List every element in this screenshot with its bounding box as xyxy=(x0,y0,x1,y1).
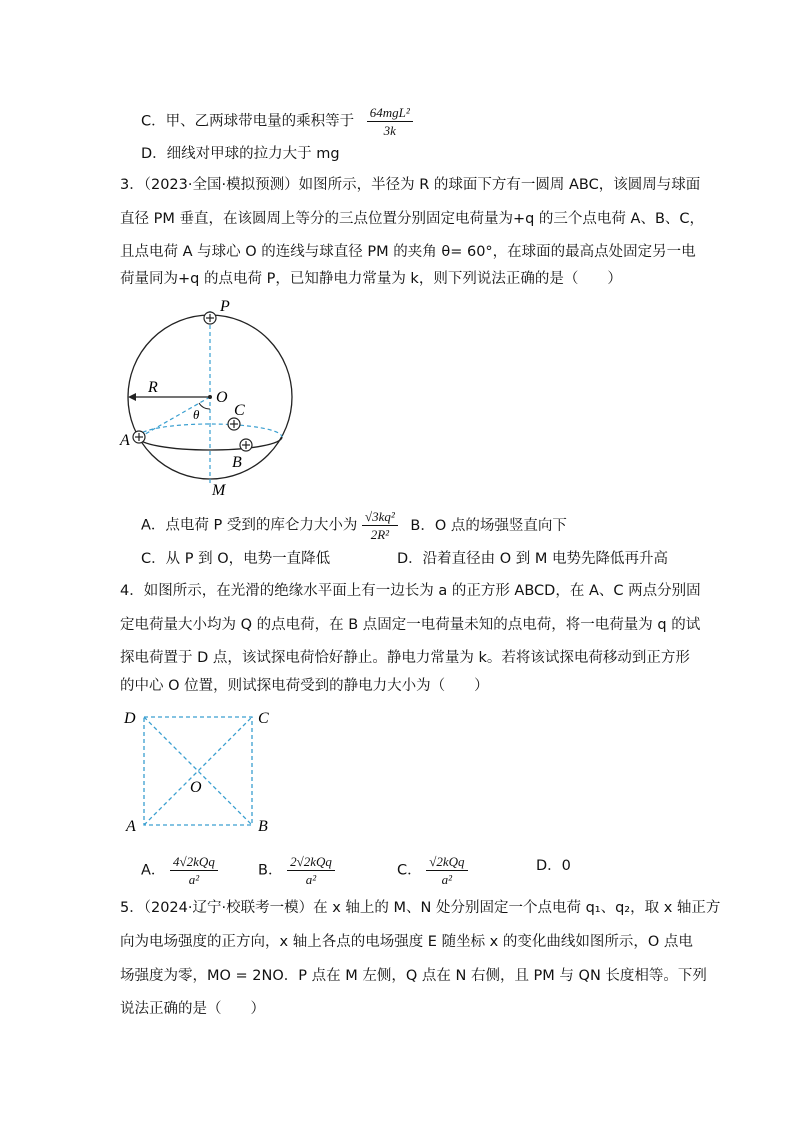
label-c: C xyxy=(258,710,269,727)
fraction-numerator: √3kq² xyxy=(362,509,398,526)
fraction-numerator: 64mgL² xyxy=(367,105,413,122)
charge-p xyxy=(204,312,216,324)
q3-option-d: D．沿着直径由 O 到 M 电势先降低再升高 xyxy=(397,551,669,567)
fraction-numerator: √2kQq xyxy=(426,854,467,871)
label-c: C xyxy=(234,402,245,419)
fraction-denominator: 2R² xyxy=(370,527,390,542)
label-a: A xyxy=(120,432,130,449)
q5-stem-line-2: 向为电场强度的正方向，x 轴上各点的电场强度 E 随坐标 x 的变化曲线如图所示，O 点电 xyxy=(120,934,693,950)
q2-option-d: D．细线对甲球的拉力大于 mg xyxy=(141,146,340,162)
charge-c xyxy=(228,418,240,430)
charge-a xyxy=(133,431,145,443)
label-b: B xyxy=(232,454,242,471)
label-a: A xyxy=(126,818,136,835)
q5-stem-line-1: 5．（2024·辽宁·校联考一模）在 x 轴上的 M、N 处分别固定一个点电荷 q₁、q₂，取 x 轴正方 xyxy=(120,900,721,916)
q4-option-a-label: A． xyxy=(141,862,166,879)
q3-option-b: B．O 点的场强竖直向下 xyxy=(410,517,567,534)
q2-option-c xyxy=(141,105,413,138)
label-m: M xyxy=(212,482,226,497)
q3-stem-line-1: 3．（2023·全国·模拟预测）如图所示，半径为 R 的球面下方有一圆周 ABC，该圆周与球面 xyxy=(120,177,701,193)
q4-option-b-label: B． xyxy=(258,862,283,879)
q4-option-b xyxy=(258,854,335,887)
q4-stem-line-2: 定电荷量大小均为 Q 的点电荷，在 B 点固定一电荷量未知的点电荷，将一电荷量为 q 的试 xyxy=(120,617,701,633)
q3-stem-line-3: 且点电荷 A 与球心 O 的连线与球直径 PM 的夹角 θ= 60°，在球面的最高点处固定另一电 xyxy=(120,244,696,260)
fraction-numerator: 2√2kQq xyxy=(287,854,335,871)
label-b: B xyxy=(258,818,268,835)
q3-stem-line-4: 荷量同为+q 的点电荷 P，已知静电力常量为 k，则下列说法正确的是（ ） xyxy=(120,271,622,287)
label-p: P xyxy=(220,298,230,315)
q2-option-c-text: C．甲、乙两球带电量的乘积等于 xyxy=(141,113,355,130)
fraction-denominator: a² xyxy=(441,872,453,887)
q3-option-a xyxy=(141,509,567,542)
fraction-denominator: a² xyxy=(188,872,200,887)
q3-option-a-text: A．点电荷 P 受到的库仑力大小为 xyxy=(141,517,358,534)
q4-option-b-fraction xyxy=(287,854,335,887)
q4-option-c-fraction xyxy=(426,854,467,887)
q3-option-c: C．从 P 到 O，电势一直降低 xyxy=(141,551,331,567)
label-theta: θ xyxy=(193,407,200,422)
label-o: O xyxy=(190,779,202,796)
q3-sphere-figure xyxy=(118,297,318,497)
label-o: O xyxy=(216,389,228,406)
q4-option-a-fraction xyxy=(170,854,218,887)
center-o-dot xyxy=(208,395,212,399)
q5-stem-line-3: 场强度为零，MO = 2NO．P 点在 M 左侧，Q 点在 N 右侧，且 PM 与 QN 长度相等。下列 xyxy=(120,968,707,984)
label-d: D xyxy=(124,710,136,727)
label-r: R xyxy=(148,379,158,396)
q3-stem-line-2: 直径 PM 垂直，在该圆周上等分的三点位置分别固定电荷量为+q 的三个点电荷 A、B、C， xyxy=(120,211,705,227)
q4-stem-line-4: 的中心 O 位置，则试探电荷受到的静电力大小为（ ） xyxy=(120,678,489,694)
fraction-denominator: a² xyxy=(305,872,317,887)
q4-option-c-label: C． xyxy=(397,862,422,879)
q3-option-a-fraction xyxy=(362,509,398,542)
q4-square-figure xyxy=(120,705,280,845)
charge-b xyxy=(240,439,252,451)
fraction-denominator: 3k xyxy=(383,123,396,138)
q5-stem-line-4: 说法正确的是（ ） xyxy=(120,1001,265,1017)
q4-stem-line-1: 4．如图所示，在光滑的绝缘水平面上有一边长为 a 的正方形 ABCD，在 A、C 两点分别固 xyxy=(120,583,701,599)
radius-arrowhead xyxy=(128,393,136,401)
fraction-numerator: 4√2kQq xyxy=(170,854,218,871)
q4-option-a xyxy=(141,854,218,887)
q4-stem-line-3: 探电荷置于 D 点，该试探电荷恰好静止。静电力常量为 k。若将该试探电荷移动到正方形 xyxy=(120,650,690,666)
q2-option-c-fraction xyxy=(367,105,413,138)
q4-option-c xyxy=(397,854,468,887)
q4-option-d: D．0 xyxy=(536,858,571,874)
angle-theta-arc xyxy=(199,403,210,409)
